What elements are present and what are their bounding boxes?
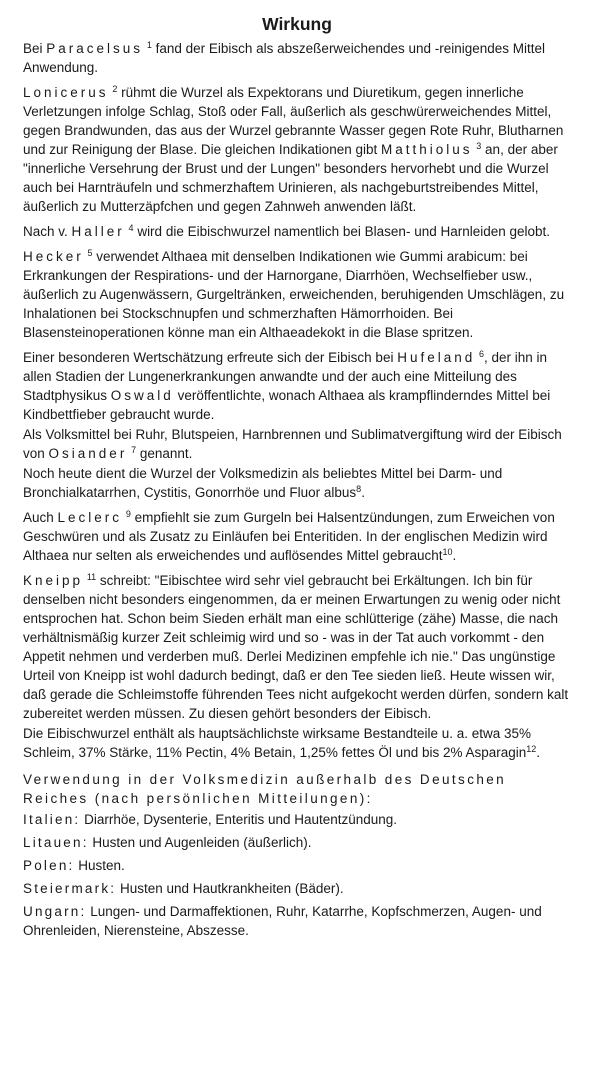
author-name: Lonicerus bbox=[23, 85, 109, 100]
list-item-litauen bbox=[23, 833, 571, 852]
author-name: Paracelsus bbox=[46, 41, 144, 56]
paragraph-osiander bbox=[23, 425, 571, 463]
paragraph-hufeland bbox=[23, 348, 571, 424]
text: Einer besonderen Wertschätzung erfreute sich der Eibisch bei bbox=[23, 350, 398, 365]
footnote-ref: 5 bbox=[87, 248, 93, 258]
list-item-steiermark bbox=[23, 879, 571, 898]
text: Nach v. bbox=[23, 224, 72, 239]
text: Husten. bbox=[74, 858, 125, 873]
text: Lungen- und Darmaffektionen, Ruhr, Katarrhe, Kopfschmerzen, Augen- und Ohrenleiden, Nierensteine, Abszesse. bbox=[23, 904, 542, 938]
text: Die Eibischwurzel enthält als hauptsächlichste wirksame Bestandteile u. a. etwa 35% Schleim, 37% Stärke, 11% Pectin, 4% Betain, 1,25% fettes Öl und bis 2% Asparagin bbox=[23, 726, 532, 760]
footnote-ref: 3 bbox=[476, 141, 482, 151]
paragraph-bestandteile bbox=[23, 724, 571, 762]
country-name: Italien: bbox=[23, 812, 81, 827]
text: rühmt die Wurzel als Expektorans und Diuretikum, gegen innerliche Verletzungen infolge Schlag, Stoß oder Fall, äußerlich als geschwürerweichendes Mittel, gegen Brandwunden, das aus der Wurzel gebrannte Wasser gegen Rote Ruhr, Blutharnen und zur Reinigung der Blase. Die gleichen Indikationen gibt bbox=[23, 85, 564, 157]
paragraph-haller bbox=[23, 222, 571, 241]
text: Husten und Augenleiden (äußerlich). bbox=[88, 835, 312, 850]
text: Husten und Hautkrankheiten (Bäder). bbox=[116, 881, 344, 896]
text: Diarrhöe, Dysenterie, Enteritis und Hautentzündung. bbox=[80, 812, 398, 827]
author-name: Hufeland bbox=[397, 350, 476, 365]
paragraph-leclerc bbox=[23, 508, 571, 565]
volksmedizin-heading: Verwendung in der Volksmedizin außerhalb des Deutschen Reiches (nach persönlichen Mitteilungen): bbox=[23, 772, 507, 806]
country-name: Ungarn: bbox=[23, 904, 87, 919]
text: . bbox=[452, 548, 457, 563]
text: wird die Eibischwurzel namentlich bei Blasen- und Harnleiden gelobt. bbox=[133, 224, 551, 239]
footnote-ref: 1 bbox=[146, 40, 152, 50]
text: fand der Eibisch als abszeßerweichendes und -reinigendes Mittel Anwendung. bbox=[23, 41, 546, 75]
author-name: Leclerc bbox=[57, 510, 123, 525]
text: schreibt: "Eibischtee wird sehr viel gebraucht bei Erkältungen. Ich bin für denselben nicht besonders eingenommen, da er meinen Erwartungen zu wenig oder nicht entsprochen hat. Schon beim Sieden erhält man eine schlütterige (zähe) Masse, die nach verhältnismäßig kurzer Zeit schleimig wird und so - was in der Tat auch vorkommt - den Appetit nehmen und verderben muß. Derlei Medizinen empfehle ich nie." Das ungünstige Urteil von Kneipp ist wohl dadurch bedingt, daß er den Tee sieden ließ. Heute wissen wir, daß gerade die Schleimstoffe führenden Tees nicht aufgekocht werden dürfen, sondern kalt zubereitet werden müssen. Zu diesen gehört besonders der Eibisch. bbox=[23, 573, 569, 721]
author-name: Haller bbox=[71, 224, 125, 239]
list-item-italien bbox=[23, 810, 571, 829]
text: Als Volksmittel bei Ruhr, Blutspeien, Harnbrennen und Sublimatvergiftung wird der Eibisch von bbox=[23, 427, 562, 461]
page-title: Wirkung bbox=[262, 14, 332, 34]
paragraph-volksmedizin bbox=[23, 464, 571, 502]
text: , der ihn in allen Stadien der Lungenerkrankungen anwandte und der auch eine Mitteilung des Stadtphysikus bbox=[23, 350, 548, 403]
footnote-ref: 7 bbox=[131, 445, 137, 455]
footnote-ref: 12 bbox=[526, 744, 537, 754]
footnote-ref: 2 bbox=[112, 84, 118, 94]
paragraph-kneipp bbox=[23, 571, 571, 723]
footnote-ref: 8 bbox=[356, 484, 362, 494]
paragraph-paracelsus bbox=[23, 39, 571, 77]
paragraph-lonicerus bbox=[23, 83, 571, 216]
footnote-ref: 11 bbox=[86, 572, 97, 582]
author-name: Osiander bbox=[48, 446, 128, 461]
text: Noch heute dient die Wurzel der Volksmedizin als beliebtes Mittel bei Darm- und Bronchialkatarrhen, Cystitis, Gonorrhöe und Fluor albus bbox=[23, 466, 503, 500]
text: veröffentlichte, wonach Althaea als krampflinderndes Mittel bei Kindbettfieber gebraucht wurde. bbox=[23, 388, 551, 422]
text: verwendet Althaea mit denselben Indikationen wie Gummi arabicum: bei Erkrankungen der Respirations- und der Harnorgane, Diarrhöen, Wechselfieber usw., äußerlich zu Augenwässern, Gurgeltränken, erweichenden, beruhigenden Umschlägen, zu Inhalationen bei Stockschnupfen und schmerzhaften Hämorrhoiden. Bei Blasensteinoperationen könne man ein Althaeadekokt in die Blase spritzen. bbox=[23, 249, 565, 340]
text: . bbox=[536, 745, 541, 760]
text: genannt. bbox=[136, 446, 193, 461]
text: . bbox=[361, 485, 365, 500]
footnote-ref: 4 bbox=[128, 223, 134, 233]
footnote-ref: 6 bbox=[479, 349, 485, 359]
author-name: Matthiolus bbox=[380, 142, 473, 157]
author-name: Oswald bbox=[110, 388, 174, 403]
text: empfiehlt sie zum Gurgeln bei Halsentzündungen, zum Erweichen von Geschwüren und als Zusatz zu Einläufen bei Enteritiden. In der englischen Medizin wird Althaea nur selten als erweichendes und auflösendes Mittel gebraucht bbox=[23, 510, 555, 563]
footnote-ref: 9 bbox=[125, 509, 131, 519]
list-item-polen bbox=[23, 856, 571, 875]
country-name: Litauen: bbox=[23, 835, 89, 850]
country-name: Polen: bbox=[23, 858, 75, 873]
country-name: Steiermark: bbox=[23, 881, 117, 896]
author-name: Kneipp bbox=[23, 573, 84, 588]
text: an, der aber "innerliche Versehrung der Brust und der Lungen" besonders hervorhebt und die Wurzel auch bei Harnträufeln und schmerzhaftem Urinieren, als nachgeburtstreibendes Mittel, äußerlich zu Mutterzäpfchen und gegen Zahnweh anwenden läßt. bbox=[23, 142, 558, 214]
list-item-ungarn bbox=[23, 902, 571, 940]
paragraph-hecker bbox=[23, 247, 571, 342]
author-name: Hecker bbox=[23, 249, 84, 264]
footnote-ref: 10 bbox=[442, 547, 453, 557]
text: Bei bbox=[23, 41, 47, 56]
text: Auch bbox=[23, 510, 58, 525]
